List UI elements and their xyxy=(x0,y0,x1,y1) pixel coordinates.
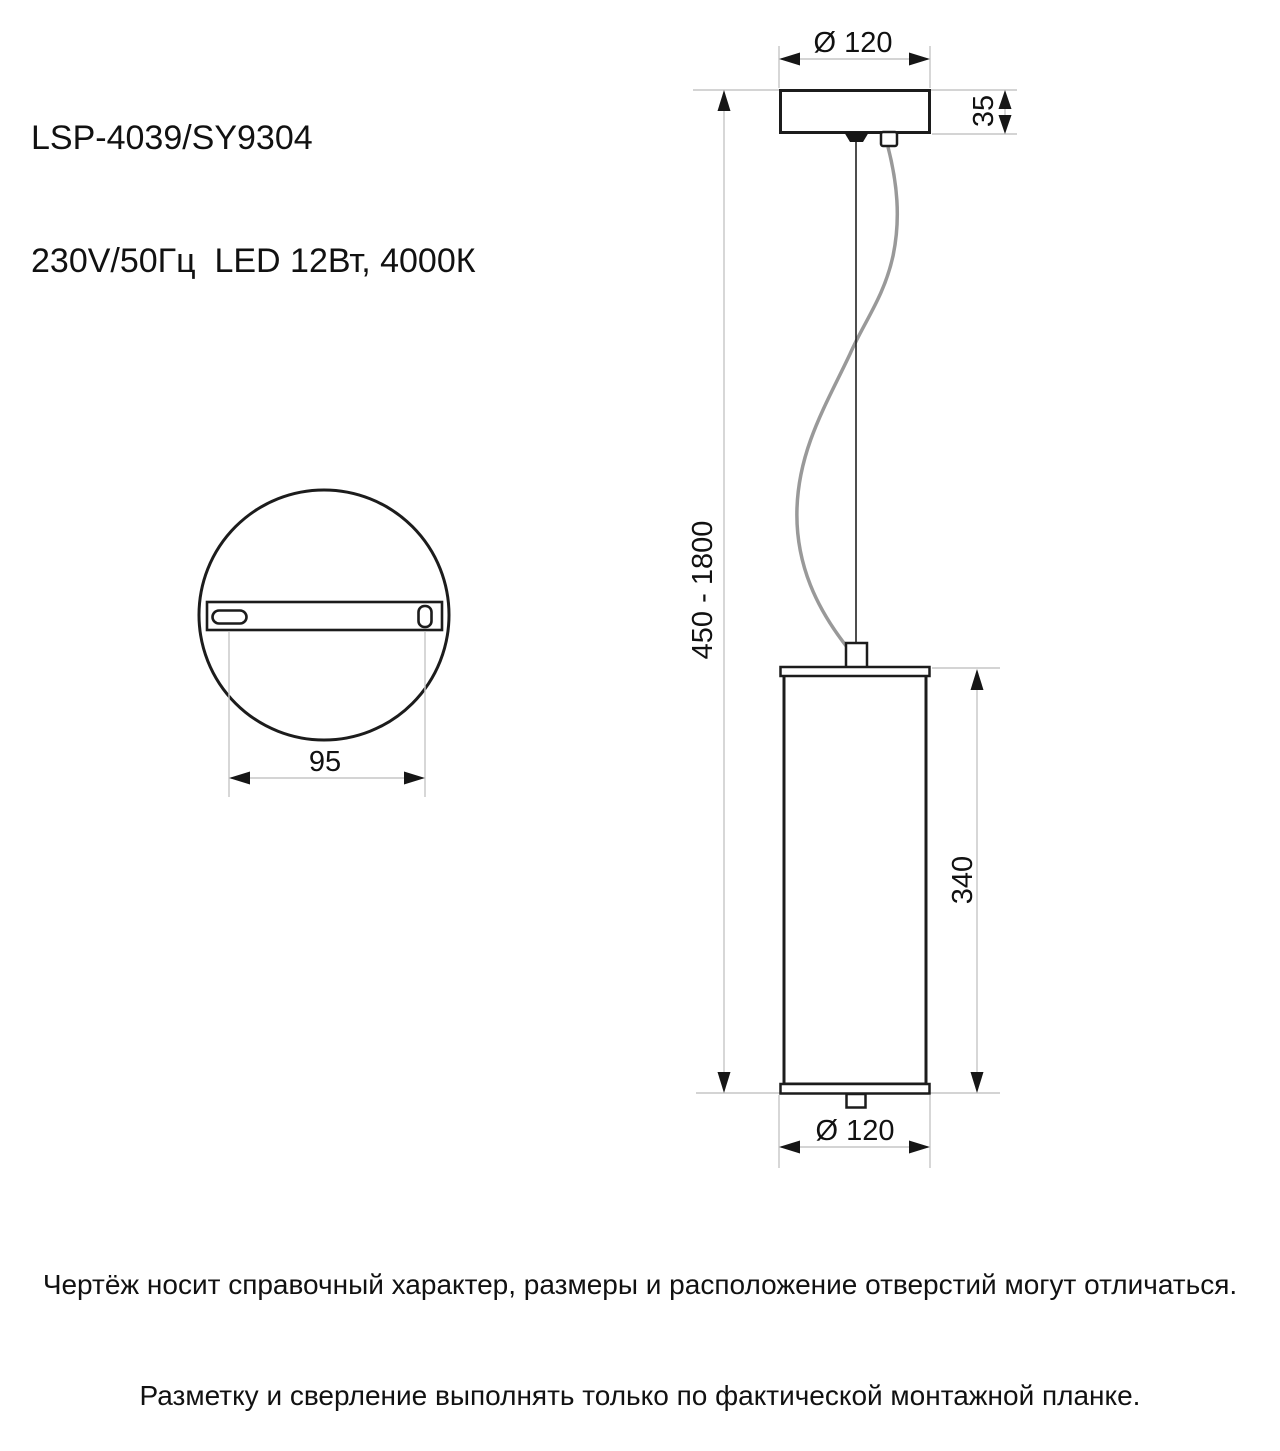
disclaimer-line-1: Чертёж носит справочный характер, размеры и расположение отверстий могут отличаться. xyxy=(42,1269,1238,1300)
arrowhead xyxy=(971,1072,984,1093)
cable-gripper xyxy=(844,132,869,142)
arrowhead xyxy=(779,53,800,66)
electrical-specs: 230V/50Гц LED 12Вт, 4000К xyxy=(31,242,476,280)
cable-holder xyxy=(846,643,867,668)
arrowhead xyxy=(999,115,1012,134)
shade-bottom-nub xyxy=(847,1094,866,1108)
ceiling-canopy xyxy=(781,91,930,133)
shade-top-cap xyxy=(781,667,930,676)
mounting-slot-right xyxy=(419,606,432,627)
shade-diameter-label: Ø 120 xyxy=(815,1115,895,1147)
arrowhead xyxy=(718,1072,731,1093)
shade-height-label: 340 xyxy=(947,855,979,905)
disclaimer xyxy=(0,1192,1280,1451)
arrowhead xyxy=(909,53,930,66)
holes-spacing-label: 95 xyxy=(308,746,342,778)
model-number: LSP-4039/SY9304 xyxy=(31,119,313,157)
arrowhead xyxy=(229,772,250,785)
front-view xyxy=(687,27,1017,1168)
arrowhead xyxy=(779,1141,800,1154)
suspension-range-label: 450 - 1800 xyxy=(687,520,719,660)
shade-body xyxy=(784,674,926,1084)
cord-grommet xyxy=(881,132,897,146)
mounting-slot-left xyxy=(213,611,247,624)
canopy-height-label: 35 xyxy=(968,94,1000,128)
disclaimer-line-2: Разметку и сверление выполнять только по фактической монтажной планке. xyxy=(139,1380,1141,1411)
power-cord xyxy=(797,147,897,647)
arrowhead xyxy=(971,669,984,690)
top-view xyxy=(199,490,449,797)
arrowhead xyxy=(999,90,1012,109)
canopy-diameter-label: Ø 120 xyxy=(813,27,893,59)
arrowhead xyxy=(718,90,731,111)
arrowhead xyxy=(909,1141,930,1154)
arrowhead xyxy=(404,772,425,785)
shade-bottom-cap xyxy=(781,1084,930,1094)
